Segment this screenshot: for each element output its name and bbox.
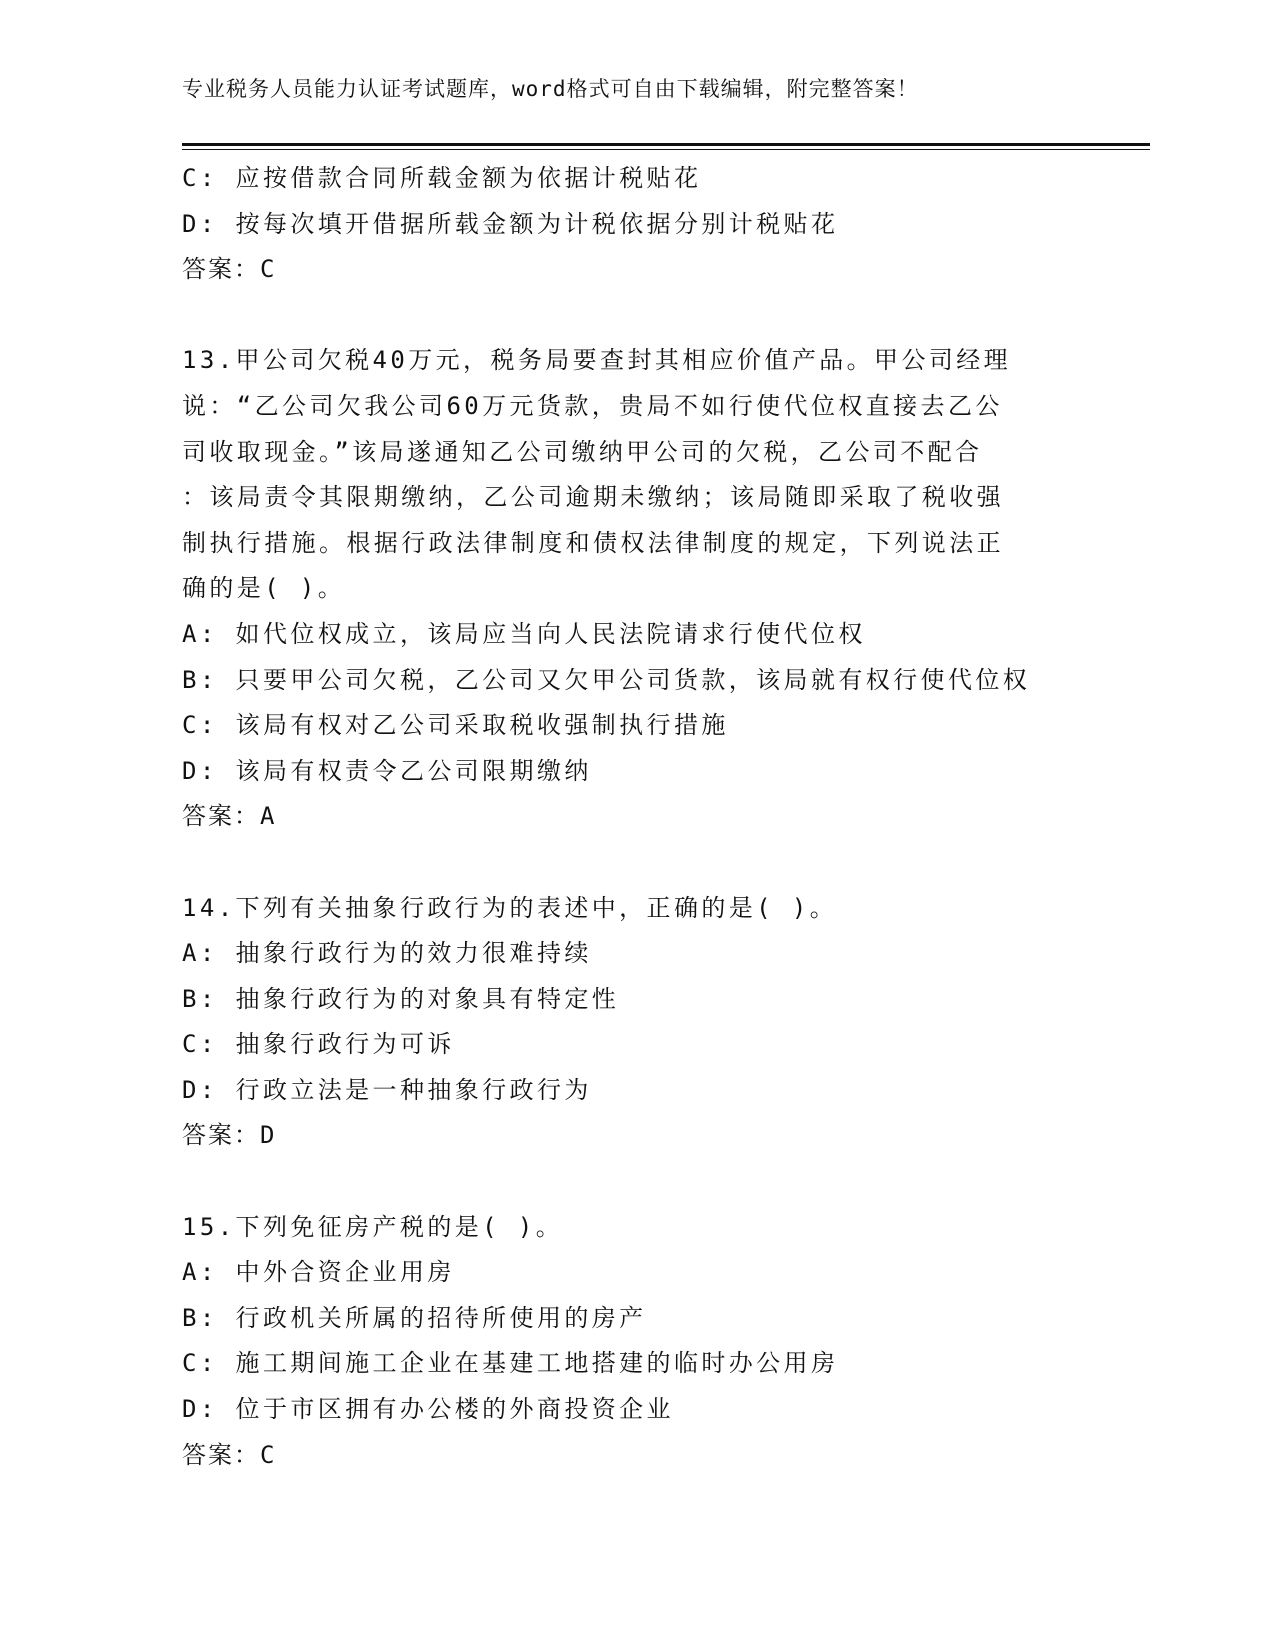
question-13-stem-line: 制执行措施。根据行政法律制度和债权法律制度的规定，下列说法正	[182, 528, 1004, 557]
header-rule-thick	[182, 143, 1150, 146]
answer-label: 答案：	[182, 1440, 260, 1469]
question-15-block	[182, 1205, 1082, 1479]
question-13-stem-line: 13.甲公司欠税40万元，税务局要查封其相应价值产品。甲公司经理	[182, 346, 1012, 375]
spacer	[182, 840, 1082, 886]
question-14-stem-line: 14.下列有关抽象行政行为的表述中，正确的是( )。	[182, 893, 838, 922]
question-13-stem-line: 说：“乙公司欠我公司60万元货款，贵局不如行使代位权直接去乙公	[182, 391, 1003, 420]
question-15-stem-line: 15.下列免征房产税的是( )。	[182, 1212, 564, 1241]
answer-label: 答案：	[182, 255, 260, 284]
question-content	[182, 156, 1082, 1478]
option-d: D: 行政立法是一种抽象行政行为	[182, 1075, 592, 1104]
spacer	[182, 293, 1082, 339]
answer-value: A	[260, 802, 275, 831]
option-c: C: 该局有权对乙公司采取税收强制执行措施	[182, 711, 729, 740]
option-d: D: 按每次填开借据所载金额为计税依据分别计税贴花	[182, 209, 839, 238]
answer-value: C	[260, 1440, 275, 1469]
option-b: B: 行政机关所属的招待所使用的房产	[182, 1303, 647, 1332]
answer-line	[182, 1433, 1082, 1479]
answer-line	[182, 247, 1082, 293]
question-13-stem-line: 确的是( )。	[182, 574, 346, 603]
option-b: B: 只要甲公司欠税，乙公司又欠甲公司货款，该局就有权行使代位权	[182, 665, 1031, 694]
option-c: C: 施工期间施工企业在基建工地搭建的临时办公用房	[182, 1349, 839, 1378]
option-c: C: 抽象行政行为可诉	[182, 1030, 455, 1059]
question-14-block	[182, 886, 1082, 1160]
header-rule-thin	[182, 149, 1150, 150]
option-b: B: 抽象行政行为的对象具有特定性	[182, 984, 620, 1013]
question-13-stem-line: 司收取现金。”该局遂通知乙公司缴纳甲公司的欠税，乙公司不配合	[182, 437, 983, 466]
continued-question-block	[182, 156, 1082, 293]
option-a: A: 抽象行政行为的效力很难持续	[182, 939, 592, 968]
option-d: D: 该局有权责令乙公司限期缴纳	[182, 756, 592, 785]
option-c: C: 应按借款合同所载金额为依据计税贴花	[182, 164, 702, 192]
page-header: 专业税务人员能力认证考试题库，word格式可自由下载编辑，附完整答案！	[182, 77, 919, 101]
answer-label: 答案：	[182, 1121, 260, 1150]
option-a: A: 如代位权成立，该局应当向人民法院请求行使代位权	[182, 619, 866, 648]
spacer	[182, 1159, 1082, 1205]
answer-value: D	[260, 1121, 275, 1150]
answer-value: C	[260, 255, 275, 284]
option-d: D: 位于市区拥有办公楼的外商投资企业	[182, 1395, 674, 1424]
question-13-stem-line: ：该局责令其限期缴纳，乙公司逾期未缴纳；该局随即采取了税收强	[182, 483, 1004, 512]
question-13-block	[182, 338, 1082, 840]
option-a: A: 中外合资企业用房	[182, 1258, 455, 1287]
answer-label: 答案：	[182, 802, 260, 831]
answer-line	[182, 794, 1082, 840]
answer-line	[182, 1113, 1082, 1159]
